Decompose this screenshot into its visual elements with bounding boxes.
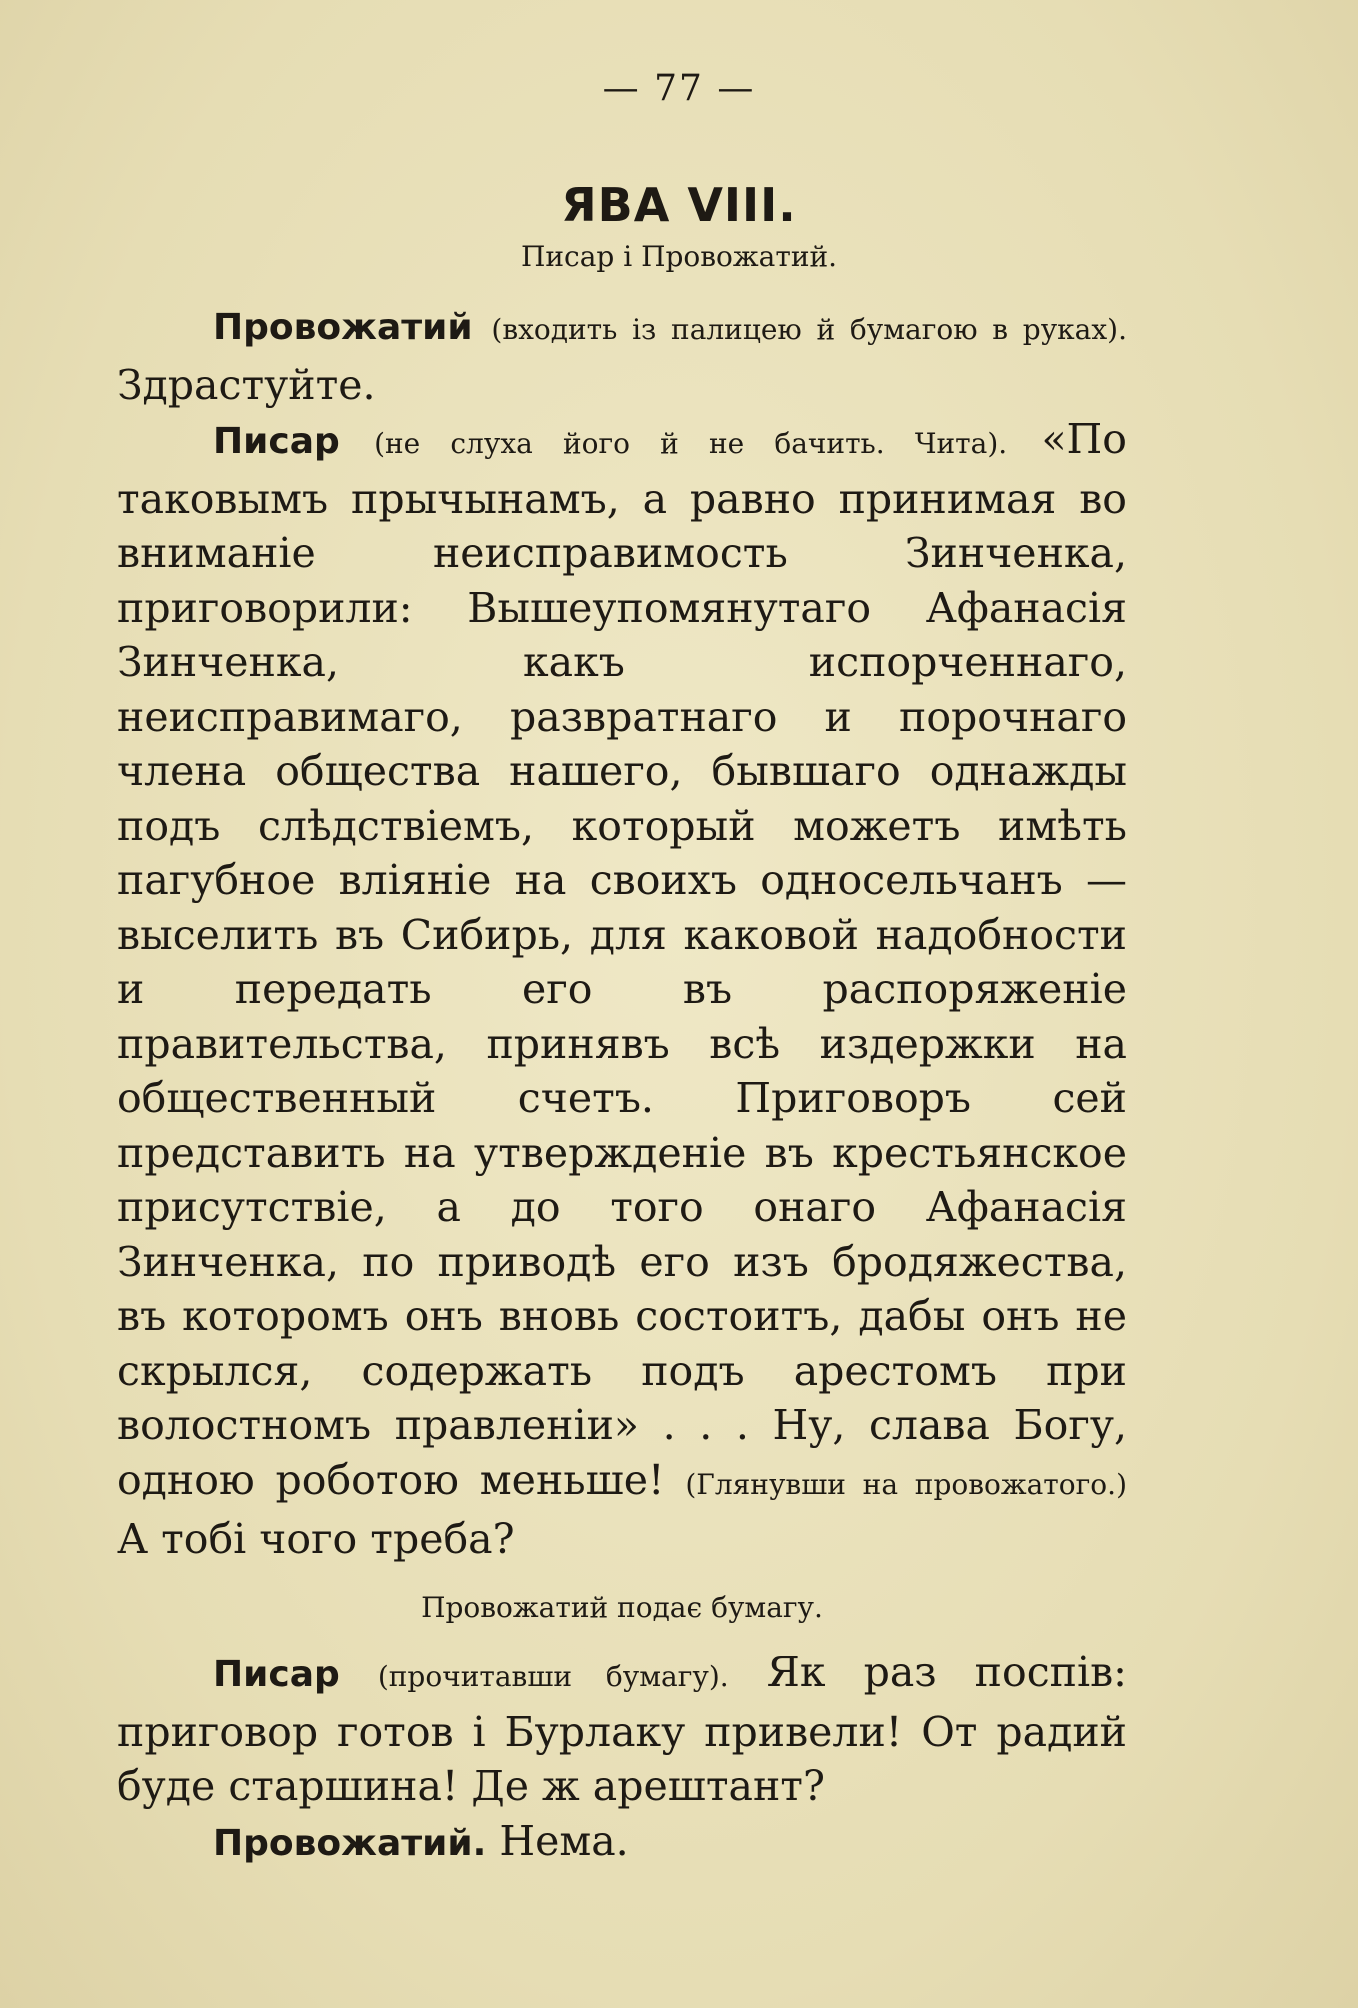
speaker-name: Провожатий xyxy=(213,307,473,348)
speech-text: Здрастуйте. xyxy=(117,360,376,409)
stage-remark: (не слуха його й не бачить. Чита). xyxy=(374,427,1008,460)
speech-text: А тобі чого треба? xyxy=(117,1515,515,1563)
scene-title: ЯВА VIII. xyxy=(561,178,797,232)
dialogue-paragraph xyxy=(117,412,1127,1567)
speaker-name: Писар xyxy=(213,1654,340,1695)
scene-characters: Писар і Провожатий. xyxy=(520,240,838,273)
speech-text: «По таковымъ прычынамъ, а равно принимая во вниманіе неисправимость Зинченка, приговорили: Вышеупомянутаго Афанасія Зинченка, какъ испорченнаго, неисправимаго, развратнаго и порочнаго члена общества нашего, бывшаго однажды подъ слѣдствіемъ, который можетъ имѣть пагубное вліяніе на своихъ односельчанъ — выселить въ Сибирь, для каковой надобности и передать его въ распоряженіе правительства, принявъ всѣ издержки на общественный счетъ. Приговоръ сей представить на утвержденіе въ крестьянское присутствіе, а до того онаго Афанасія Зинченка, по приводѣ его изъ бродяжества, въ которомъ онъ вновь состоитъ, дабы онъ не скрылся, содержать подъ арестомъ при волостномъ правленіи» . . . Ну, слава Богу, одною роботою меньше! xyxy=(117,415,1127,1504)
dialogue-paragraph xyxy=(117,298,1127,412)
stage-direction: Провожатий подає бумагу. xyxy=(421,1590,823,1624)
play-text xyxy=(117,298,1127,1871)
stage-remark: (Глянувши на провожатого.) xyxy=(685,1467,1127,1501)
stage-remark: (прочитавши бумагу). xyxy=(377,1660,729,1693)
speaker-name: Писар xyxy=(213,421,340,462)
dialogue-paragraph xyxy=(117,1645,1127,1814)
page-number: — 77 — xyxy=(602,68,756,109)
speaker-name: Провожатий. xyxy=(213,1822,487,1864)
speech-text: Як раз поспів: приговор готов і Бурлаку привели! От радий буде старшина! Де ж арештант? xyxy=(117,1648,1127,1810)
stage-remark: (входить із палицею й бумагою в руках). xyxy=(491,313,1127,346)
speech-text: Нема. xyxy=(499,1816,629,1865)
dialogue-paragraph xyxy=(117,1814,1127,1872)
